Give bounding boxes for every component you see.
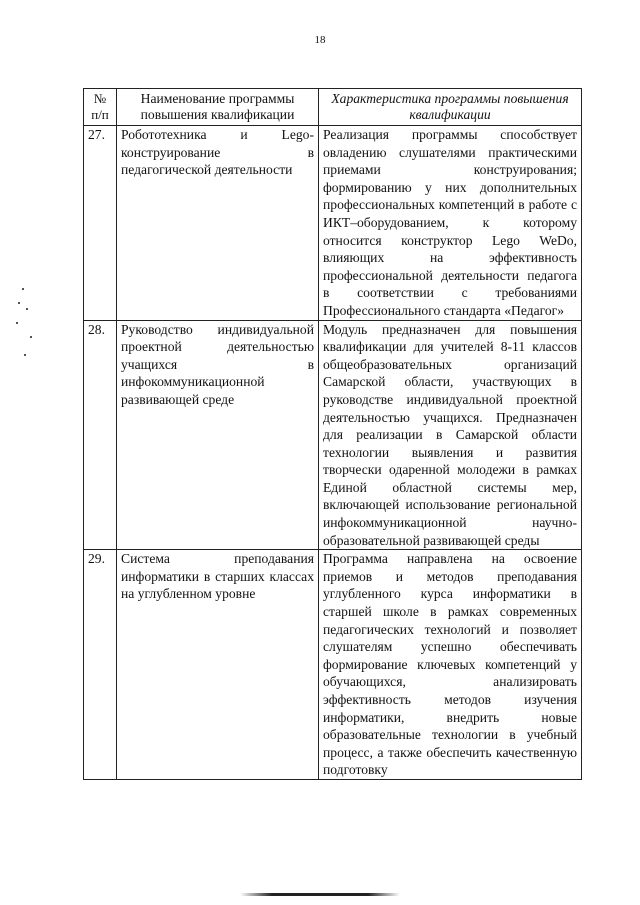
program-description: Реализация программы способствует овладению слушателями практическими приемами конструирования; формированию у них дополнительных профессиональных компетенций в работе с ИКТ–оборудованием, к которому относится конструктор Lego WeDo, влияющих на эффективность профессиональной деятельности педагога в соответствии с требованиями Профессионального стандарта «Педагог»: [319, 126, 582, 321]
program-name: Система преподавания информатики в старших классах на углубленном уровне: [117, 550, 319, 780]
programs-table: [83, 88, 582, 780]
scan-artifacts: [12, 288, 42, 358]
table-header-row: [84, 89, 582, 126]
program-name: Робототехника и Lego-конструирование в педагогической деятельности: [117, 126, 319, 321]
page-number: 18: [314, 34, 326, 46]
header-program-name: Наименование программы повышения квалификации: [117, 89, 319, 126]
row-number: 29.: [84, 550, 117, 780]
header-number: № п/п: [84, 89, 117, 126]
program-description: Модуль предназначен для повышения квалификации для учителей 8-11 классов общеобразовательных организаций Самарской области, участвующих в руководстве индивидуальной проектной деятельностью учащихся. Предназначен для реализации в Самарской области технологии выявления и развития творчески одаренной молодежи в рамках Единой областной системы мер, включающей использование региональной инфокоммуникационной научно-образовательной развивающей среды: [319, 320, 582, 550]
program-name: Руководство индивидуальной проектной деятельностью учащихся в инфокоммуникационной развивающей среде: [117, 320, 319, 550]
row-number: 28.: [84, 320, 117, 550]
table-row: [84, 550, 582, 780]
program-description: Программа направлена на освоение приемов и методов преподавания углубленного курса информатики в старшей школе в рамках современных педагогических технологий и позволяет слушателям успешно обеспечивать формирование ключевых компетенций у обучающихся, анализировать эффективность методов изучения информатики, внедрить новые образовательные технологии в учебный процесс, а также обеспечить качественную подготовку: [319, 550, 582, 780]
table-row: [84, 320, 582, 550]
row-number: 27.: [84, 126, 117, 321]
header-program-characteristic: Характеристика программы повышения квалификации: [319, 89, 582, 126]
table-row: [84, 126, 582, 321]
scan-smudge: [240, 893, 400, 896]
